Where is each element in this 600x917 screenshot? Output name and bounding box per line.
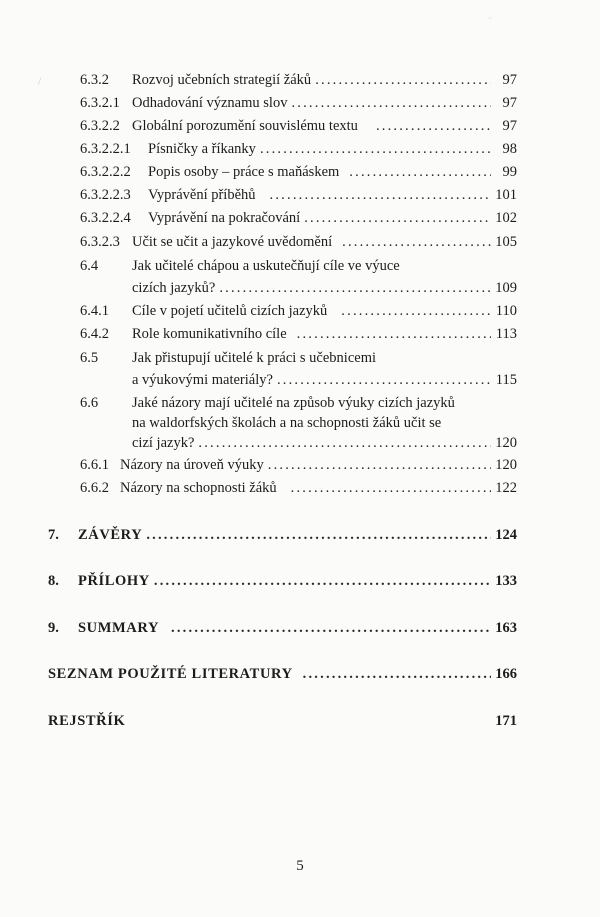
entry-number: 6.6 — [80, 395, 99, 411]
entry-page: 97 — [502, 95, 517, 111]
chapter-page: 166 — [495, 666, 517, 682]
entry-page: 97 — [502, 72, 517, 88]
entry-title: Popis osoby – práce s maňáskem — [148, 164, 340, 180]
entry-title: Cíle v pojetí učitelů cizích jazyků — [132, 303, 328, 319]
entry-number: 6.3.2.2.1 — [80, 141, 131, 157]
chapter-number: 9. — [48, 620, 59, 636]
leader-dots — [219, 280, 491, 297]
entry-page: 113 — [495, 326, 517, 342]
chapter-page: 163 — [495, 620, 517, 636]
entry-title: Názory na schopnosti žáků — [120, 480, 277, 496]
entry-title: Názory na úroveň výuky — [120, 457, 264, 473]
entry-page: 120 — [495, 457, 517, 473]
leader-dots — [260, 141, 491, 158]
chapter-number: 8. — [48, 573, 59, 589]
chapter-title: PŘÍLOHY — [78, 573, 150, 589]
chapter-page: 124 — [495, 527, 517, 543]
entry-title: cizích jazyků? — [132, 280, 216, 296]
leader-dots — [315, 72, 491, 89]
entry-title-line: Jak učitelé chápou a uskutečňují cíle ve výuce — [132, 258, 400, 274]
entry-number: 6.3.2.2.3 — [80, 187, 131, 203]
entry-page: 105 — [495, 234, 517, 250]
entry-page: 122 — [495, 480, 517, 496]
entry-title: cizí jazyk? — [132, 435, 195, 451]
entry-number: 6.6.1 — [80, 457, 109, 473]
entry-page: 115 — [495, 372, 517, 388]
entry-number: 6.3.2.2.4 — [80, 210, 131, 226]
leader-dots — [146, 527, 491, 544]
leader-dots — [198, 435, 491, 452]
entry-title: a výukovými materiály? — [132, 372, 273, 388]
entry-number: 6.3.2.3 — [80, 234, 120, 250]
entry-title: Vyprávění příběhů — [148, 187, 256, 203]
entry-page: 110 — [495, 303, 517, 319]
leader-dots — [291, 480, 491, 497]
leader-dots — [154, 573, 491, 590]
entry-number: 6.3.2 — [80, 72, 109, 88]
leader-dots — [291, 95, 491, 112]
chapter-title: ZÁVĚRY — [78, 527, 143, 543]
leader-dots — [341, 303, 491, 320]
entry-title: Učit se učit a jazykové uvědomění — [132, 234, 333, 250]
entry-number: 6.6.2 — [80, 480, 109, 496]
chapter-number: 7. — [48, 527, 59, 543]
entry-number: 6.3.2.1 — [80, 95, 120, 111]
entry-title: Rozvoj učebních strategií žáků — [132, 72, 312, 88]
chapter-page: 133 — [495, 573, 517, 589]
entry-number: 6.3.2.2 — [80, 118, 120, 134]
entry-page: 99 — [502, 164, 517, 180]
leader-dots — [304, 210, 491, 227]
entry-page: 97 — [502, 118, 517, 134]
scan-mark: / — [38, 74, 42, 88]
leader-dots — [342, 234, 491, 251]
chapter-title: SUMMARY — [78, 620, 160, 636]
entry-title: Písničky a říkanky — [148, 141, 256, 157]
entry-page: 98 — [502, 141, 517, 157]
entry-title-line: Jak přistupují učitelé k práci s učebnicemi — [132, 350, 377, 366]
leader-dots — [349, 164, 491, 181]
page-number: 5 — [296, 858, 304, 874]
leader-dots — [376, 118, 491, 135]
entry-number: 6.5 — [80, 350, 99, 366]
entry-title: Globální porozumění souvislému textu — [132, 118, 358, 134]
entry-number: 6.4 — [80, 258, 99, 274]
entry-page: 109 — [495, 280, 517, 296]
leader-dots — [270, 187, 491, 204]
leader-dots — [297, 326, 491, 343]
chapter-title: SEZNAM POUŽITÉ LITERATURY — [48, 666, 293, 682]
scan-mark: - — [488, 10, 492, 24]
entry-number: 6.4.2 — [80, 326, 109, 342]
leader-dots — [171, 620, 491, 637]
entry-page: 101 — [495, 187, 517, 203]
entry-title: Odhadování významu slov — [132, 95, 288, 111]
entry-number: 6.4.1 — [80, 303, 109, 319]
leader-dots — [277, 372, 491, 389]
entry-page: 102 — [495, 210, 517, 226]
entry-title: Role komunikativního cíle — [132, 326, 287, 342]
entry-title: Vyprávění na pokračování — [148, 210, 301, 226]
entry-title-line: Jaké názory mají učitelé na způsob výuky cizích jazyků — [132, 395, 455, 411]
leader-dots — [303, 666, 491, 683]
entry-title-line: na waldorfských školách a na schopnosti žáků učit se — [132, 415, 442, 431]
chapter-page: 171 — [495, 713, 517, 729]
leader-dots — [268, 457, 491, 474]
entry-page: 120 — [495, 435, 517, 451]
entry-number: 6.3.2.2.2 — [80, 164, 131, 180]
chapter-title: REJSTŘÍK — [48, 713, 126, 729]
